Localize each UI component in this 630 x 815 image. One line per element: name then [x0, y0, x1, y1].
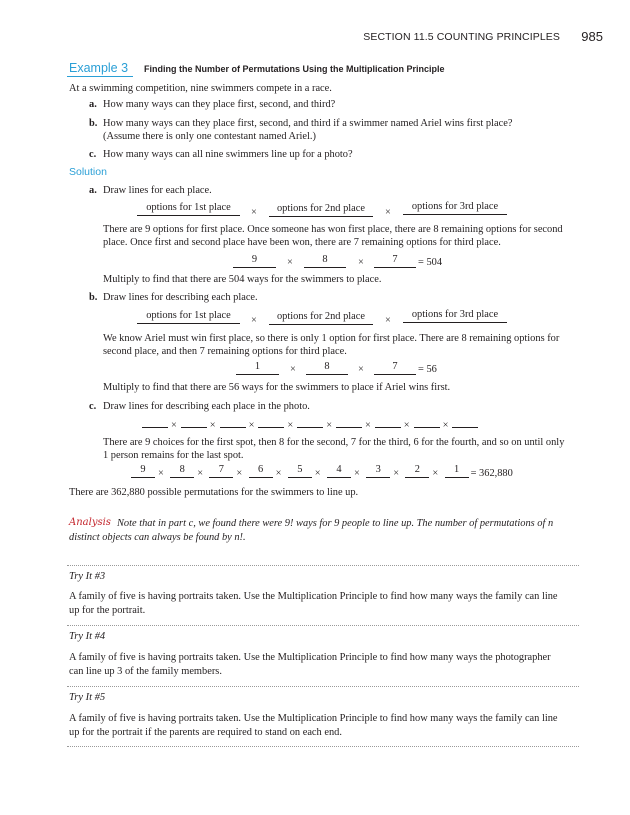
times-sign: ×: [393, 468, 400, 479]
part-b-lead: Draw lines for describing each place.: [103, 292, 258, 303]
try-it-4-label: Try It #4: [69, 631, 106, 642]
part-b-letter: b.: [89, 292, 98, 303]
part-a-result: = 504: [418, 257, 443, 268]
part-a-num-3: 7: [374, 254, 416, 268]
times-sign: ×: [358, 364, 364, 375]
part-c-text2: 1 person remains for the last spot.: [103, 450, 244, 461]
times-sign: ×: [385, 207, 391, 218]
times-sign: ×: [251, 315, 257, 326]
try-it-4-line2: can line up 3 of the family members.: [69, 666, 222, 677]
part-b-blank-1st: options for 1st place: [137, 310, 240, 324]
photo-blank-line: [452, 418, 478, 428]
part-a-lead: Draw lines for each place.: [103, 185, 212, 196]
times-sign: ×: [209, 420, 216, 431]
part-b-text1: We know Ariel must win first place, so there is only 1 option for first place. There are 8 remaining options for: [103, 333, 560, 344]
photo-blank-line: [375, 418, 401, 428]
part-a-blank-3rd: options for 3rd place: [403, 201, 507, 215]
times-sign: ×: [248, 420, 255, 431]
solution-label: Solution: [69, 166, 107, 178]
question-a-text: How many ways can they place first, second, and third?: [103, 99, 336, 110]
question-a-letter: a.: [89, 99, 97, 110]
part-b-text2: second place, and then 7 remaining options for third place.: [103, 346, 347, 357]
part-b-result: = 56: [418, 364, 437, 375]
times-sign: ×: [365, 420, 371, 431]
part-b-num-3: 7: [374, 361, 416, 375]
part-b-num-2: 8: [306, 361, 348, 375]
analysis-line1: Note that in part c, we found there were 9! ways for 9 people to line up. The number of permutations of n: [117, 518, 554, 529]
photo-number-7: 3: [366, 464, 390, 478]
part-a-num-2: 8: [304, 254, 346, 268]
times-sign: ×: [275, 468, 282, 479]
photo-number-5: 5: [288, 464, 312, 478]
analysis-label: Analysis: [69, 517, 111, 528]
photo-number-2: 8: [170, 464, 194, 478]
photo-number-8: 2: [405, 464, 429, 478]
divider: [67, 746, 579, 747]
photo-number-6: 4: [327, 464, 351, 478]
part-a-text2: place. Once first and second place have been won, there are 7 remaining options for third place.: [103, 237, 501, 248]
section-title: COUNTING PRINCIPLES: [436, 31, 560, 43]
times-sign: ×: [251, 207, 257, 218]
times-sign: ×: [287, 257, 293, 268]
part-b-blank-3rd: options for 3rd place: [403, 309, 507, 323]
part-a-blank-2nd: options for 2nd place: [269, 203, 373, 217]
part-c-letter: c.: [89, 401, 97, 412]
try-it-3-label: Try It #3: [69, 571, 106, 582]
try-it-5-line2: up for the portrait if the parents are required to stand on each end.: [69, 727, 342, 738]
photo-number-9: 1: [445, 464, 469, 478]
photo-blank-line: [181, 418, 207, 428]
question-c-text: How many ways can all nine swimmers line up for a photo?: [103, 149, 353, 160]
divider: [67, 625, 579, 626]
photo-blank-line: [297, 418, 323, 428]
try-it-3-line2: up for the portrait.: [69, 605, 146, 616]
example-title: Finding the Number of Permutations Using the Multiplication Principle: [144, 64, 445, 74]
times-sign: ×: [403, 420, 410, 431]
times-sign: ×: [171, 420, 177, 431]
part-a-conclusion: Multiply to find that there are 504 ways for the swimmers to place.: [103, 274, 382, 285]
part-c-result: = 362,880: [470, 468, 513, 479]
try-it-3-line1: A family of five is having portraits taken. Use the Multiplication Principle to find how many ways the family can line: [69, 591, 558, 602]
photo-number-3: 7: [209, 464, 233, 478]
analysis-line2: distinct objects can always be found by n!.: [69, 532, 246, 543]
part-b-conclusion: Multiply to find that there are 56 ways for the swimmers to place if Ariel wins first.: [103, 382, 451, 393]
times-sign: ×: [287, 420, 294, 431]
part-c-text1: There are 9 choices for the first spot, then 8 for the second, 7 for the third, 6 for the fourth, and so on until only: [103, 437, 565, 448]
question-b-line2: (Assume there is only one contestant named Ariel.): [103, 131, 316, 142]
example-intro: At a swimming competition, nine swimmers compete in a race.: [69, 83, 332, 94]
question-b-line1: How many ways can they place first, second, and third if a swimmer named Ariel wins first place?: [103, 118, 513, 129]
part-c-lead: Draw lines for describing each place in the photo.: [103, 401, 310, 412]
times-sign: ×: [314, 468, 321, 479]
photo-blank-line: [220, 418, 246, 428]
question-b-letter: b.: [89, 118, 98, 129]
times-sign: ×: [290, 364, 296, 375]
times-sign: ×: [158, 468, 164, 479]
times-sign: ×: [432, 468, 439, 479]
divider: [67, 565, 579, 566]
example-underline: [67, 76, 133, 77]
times-sign: ×: [197, 468, 204, 479]
try-it-5-line1: A family of five is having portraits taken. Use the Multiplication Principle to find how many ways the family can line: [69, 713, 558, 724]
section-number: SECTION 11.5: [363, 31, 434, 43]
photo-number-1: 9: [131, 464, 155, 478]
part-a-num-1: 9: [233, 254, 276, 268]
times-sign: ×: [326, 420, 333, 431]
question-c-letter: c.: [89, 149, 97, 160]
try-it-4-line1: A family of five is having portraits taken. Use the Multiplication Principle to find how many ways the photographer: [69, 652, 551, 663]
try-it-5-label: Try It #5: [69, 692, 106, 703]
times-sign: ×: [236, 468, 243, 479]
example-label: Example 3: [69, 61, 129, 75]
solution-summary: There are 362,880 possible permutations for the swimmers to line up.: [69, 487, 359, 498]
photo-blank-line: [336, 418, 362, 428]
photo-blank-line: [258, 418, 284, 428]
part-a-blank-1st: options for 1st place: [137, 202, 240, 216]
page-number: 985: [581, 29, 603, 44]
part-a-text1: There are 9 options for first place. Once someone has won first place, there are 8 remaining options for second: [103, 224, 563, 235]
times-sign: ×: [358, 257, 364, 268]
divider: [67, 686, 579, 687]
part-a-letter: a.: [89, 185, 97, 196]
times-sign: ×: [385, 315, 391, 326]
times-sign: ×: [354, 468, 360, 479]
photo-blank-line: [142, 418, 168, 428]
times-sign: ×: [442, 420, 449, 431]
photo-blank-line: [414, 418, 440, 428]
photo-number-4: 6: [249, 464, 273, 478]
part-b-num-1: 1: [236, 361, 279, 375]
part-b-blank-2nd: options for 2nd place: [269, 311, 373, 325]
